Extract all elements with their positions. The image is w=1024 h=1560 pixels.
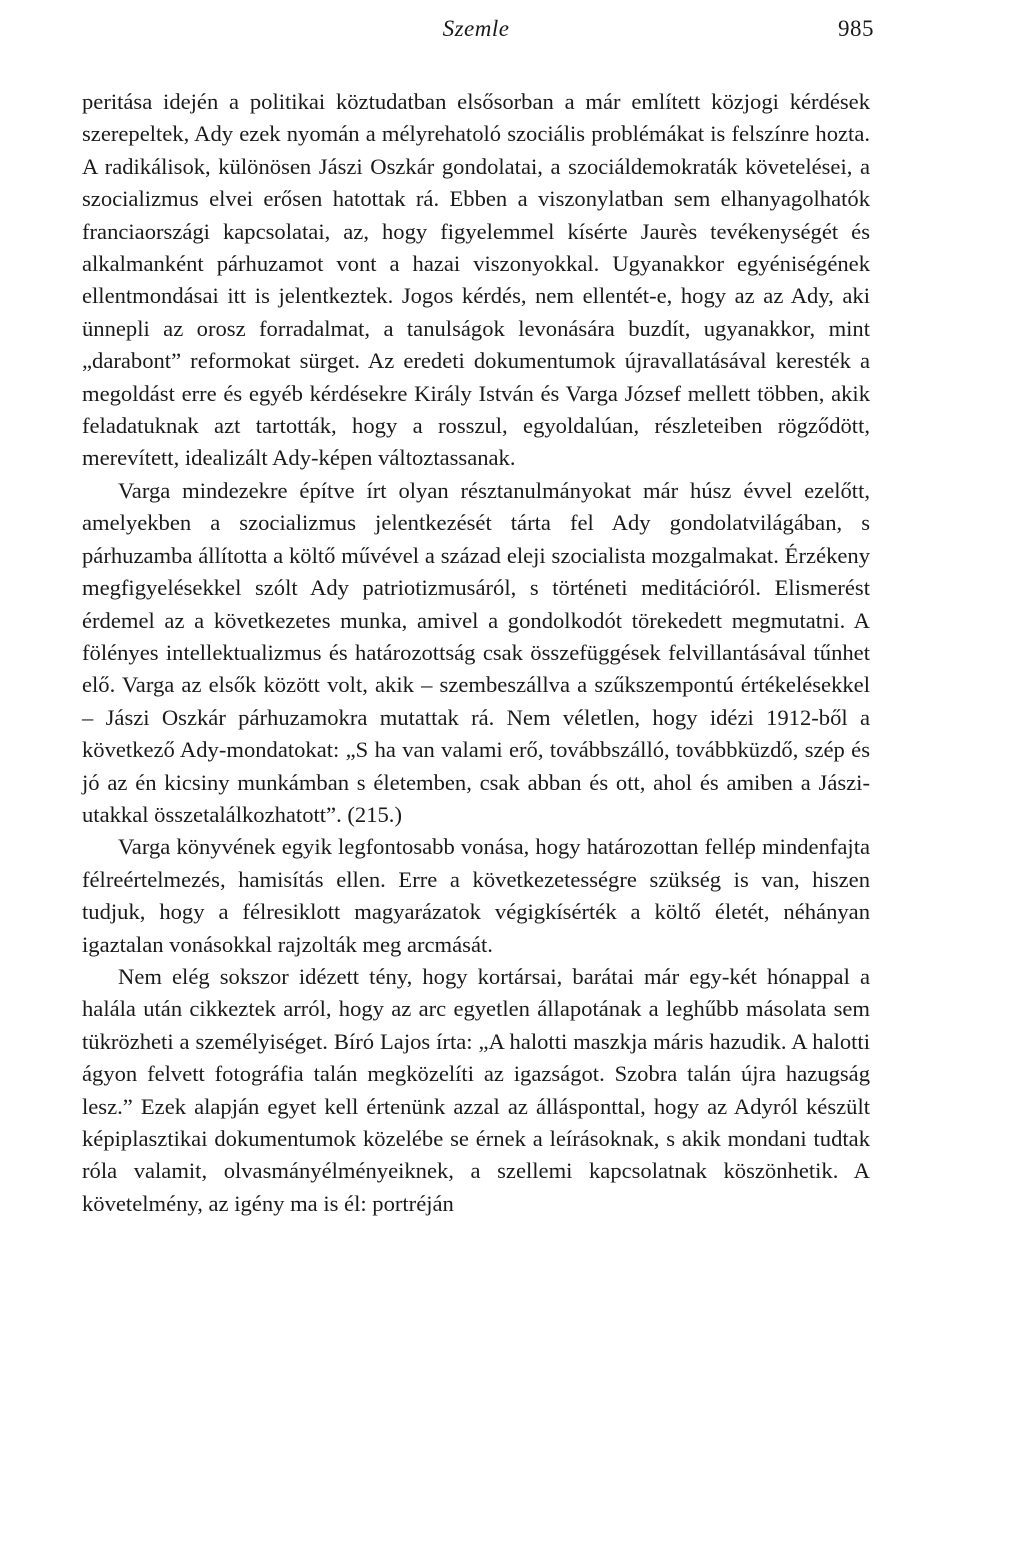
- body-text: [82, 86, 870, 1220]
- paragraph-4: Nem elég sokszor idézett tény, hogy kortársai, barátai már egy-két hónappal a halála után cikkeztek arról, hogy az arc egyetlen állapotának a leghűbb másolata sem tükrözheti a személyiséget. Bíró Lajos írta: „A halotti maszkja máris hazudik. A halotti ágyon felvett fotográfia talán megközelíti az igazságot. Szobra talán újra hazugság lesz.” Ezek alapján egyet kell értenünk azzal az állásponttal, hogy az Adyról készült képiplasztikai dokumentumok közelébe se érnek a leírásoknak, s akik mondani tudtak róla valamit, olvasmányélményeiknek, a szellemi kapcsolatnak köszönhetik. A követelmény, az igény ma is él: portréján: [82, 963, 870, 1216]
- paragraph-3: Varga könyvének egyik legfontosabb vonása, hogy határozottan fellép mindenfajta félreértelmezés, hamisítás ellen. Erre a következetességre szükség is van, hiszen tudjuk, hogy a félresiklott magyarázatok végigkísérték a költő életét, néhányan igaztalan vonásokkal rajzolták meg arcmását.: [82, 834, 870, 957]
- book-page: [82, 0, 874, 1220]
- running-title: Szemle: [442, 16, 510, 41]
- running-header: [82, 0, 874, 58]
- paragraph-1: peritása idején a politikai köztudatban elsősorban a már említett közjogi kérdések szerepeltek, Ady ezek nyomán a mélyrehatoló szociális problémákat is felszínre hozta. A radikálisok, különösen Jászi Oszkár gondolatai, a szociáldemokraták követelései, a szocializmus elvei erősen hatottak rá. Ebben a viszonylatban sem elhanyagolhatók franciaországi kapcsolatai, az, hogy figyelemmel kísérte Jaurès tevékenységét és alkalmanként párhuzamot vont a hazai viszonyokkal. Ugyanakkor egyéniségének ellentmondásai itt is jelentkeztek. Jogos kérdés, nem ellentét-e, hogy az az Ady, aki ünnepli az orosz forradalmat, a tanulságok levonására buzdít, ugyanakkor, mint „darabont” reformokat sürget. Az eredeti dokumentumok újravallatásával keresték a megoldást erre és egyéb kérdésekre Király István és Varga József mellett többen, akik feladatuknak azt tartották, hogy a rosszul, egyoldalúan, részleteiben rögződött, merevített, idealizált Ady-képen változtassanak.: [82, 89, 870, 471]
- paragraph-2: Varga mindezekre építve írt olyan résztanulmányokat már húsz évvel ezelőtt, amelyekben a szocializmus jelentkezését tárta fel Ady gondolatvilágában, s párhuzamba állította a költő művével a század eleji szocialista mozgalmakat. Érzékeny megfigyelésekkel szólt Ady patriotizmusáról, s történeti meditációról. Elismerést érdemel az a következetes munka, amivel a gondolkodót törekedett megmutatni. A fölényes intellektualizmus és határozottság csak összefüggések felvillantásával tűnhet elő. Varga az elsők között volt, akik – szembeszállva a szűkszempontú értékelésekkel – Jászi Oszkár párhuzamokra mutattak rá. Nem véletlen, hogy idézi 1912-ből a következő Ady-mondatokat: „S ha van valami erő, továbbszálló, továbbküzdő, szép és jó az én kicsiny munkámban s életemben, csak abban és ott, ahol és amiben a Jászi-utakkal összetalálkozhatott”. (215.): [82, 477, 870, 827]
- page-number: 985: [838, 16, 874, 41]
